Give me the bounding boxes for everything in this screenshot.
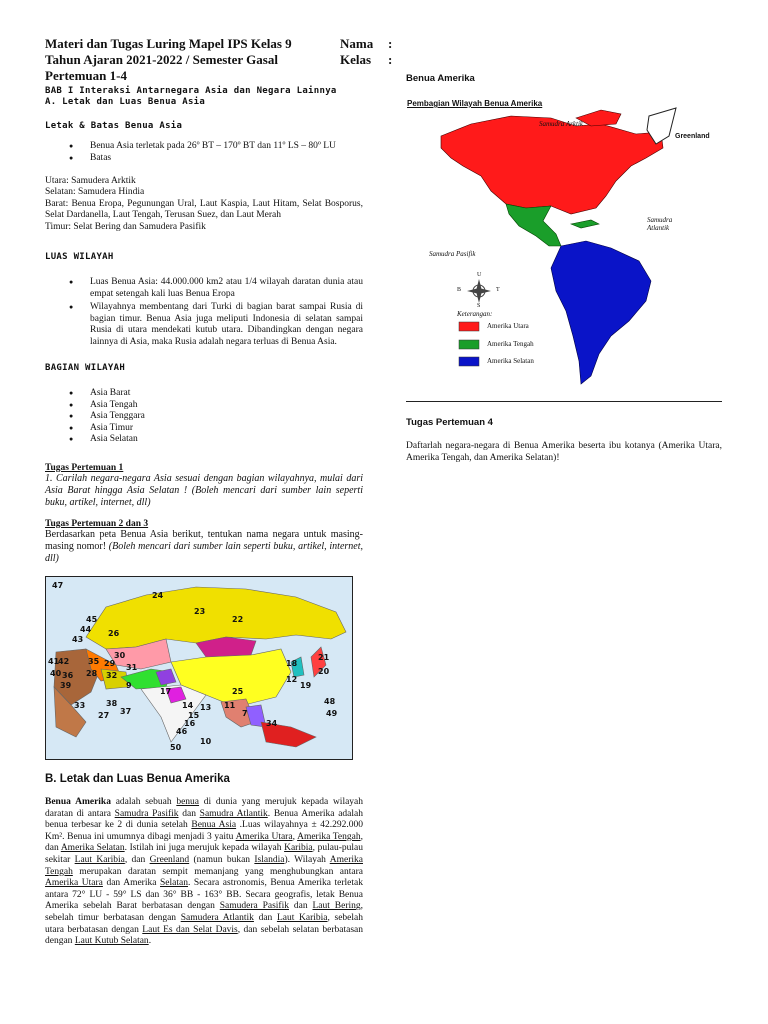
amerika-paragraph xyxy=(45,797,363,948)
bagian-item: ● Asia Barat xyxy=(45,388,345,400)
tugas-1-heading: Tugas Pertemuan 1 xyxy=(45,463,124,473)
asia-map-number: 28 xyxy=(86,669,98,678)
label-atlantik: Samudra Atlantik xyxy=(647,216,673,232)
paragraph-segment: merupakan daratan sempit memanjang yang menghubungkan antara xyxy=(72,866,363,877)
asia-map-number: 22 xyxy=(232,615,244,624)
bagian-item: ● Asia Selatan xyxy=(45,434,345,446)
asia-map-number: 27 xyxy=(98,711,110,720)
kelas-label: Kelas xyxy=(340,52,372,67)
asia-map-number: 12 xyxy=(286,675,298,684)
tugas-23-instruction: Berdasarkan peta Benua Asia berikut, tentukan nama negara untuk masing-masing nomor! xyxy=(45,529,363,552)
asia-map-number: 49 xyxy=(326,709,338,718)
asia-map-number: 40 xyxy=(50,669,62,678)
paragraph-segment: adalah sebuah xyxy=(110,797,177,807)
asia-map xyxy=(45,576,353,760)
asia-map-number: 38 xyxy=(106,699,118,708)
asia-map-number: 41 xyxy=(48,657,60,666)
letak-list xyxy=(45,141,365,164)
asia-map-number: 48 xyxy=(324,697,336,706)
asia-map-number: 13 xyxy=(200,703,212,712)
nama-colon: : xyxy=(388,36,393,51)
paragraph-segment: . xyxy=(148,936,152,947)
letak-heading: Letak & Batas Benua Asia xyxy=(45,121,183,131)
compass-t: T xyxy=(496,287,500,293)
paragraph-segment[interactable]: Karibia xyxy=(284,843,313,854)
paragraph-segment: , pulau-pulau sekitar xyxy=(45,843,363,865)
asia-map-number: 42 xyxy=(58,657,70,666)
paragraph-segment: .Luas wilayahnya ± 42.292.000 Km². Benua ini umumnya dibagi menjadi 3 yaitu xyxy=(45,820,363,842)
bagian-item: ● Asia Tenggara xyxy=(45,411,345,423)
paragraph-segment[interactable]: Samudra Atlantik xyxy=(199,808,268,819)
asia-map-numbers xyxy=(46,577,352,759)
asia-map-number: 19 xyxy=(300,681,312,690)
paragraph-segment[interactable]: Samudera Pasifik xyxy=(219,901,289,912)
luas-item: ● Luas Benua Asia: 44.000.000 km2 atau 1/4 wilayah daratan dunia atau empat setengah kali luas Benua Eropa xyxy=(45,277,363,300)
paragraph-segment: . Secara astronomis, Benua Amerika terletak antara 72° LU - 59° LS dan 36° BB - 163° BB. Secara geografis, letak Benua Amerika sebelah Barat berbatasan dengan xyxy=(45,878,363,912)
tugas-23-note: (Boleh mencari dari sumber lain seperti buku, artikel, internet, dll) xyxy=(45,541,363,564)
legend-amerika-tengah: Amerika Tengah xyxy=(487,340,534,348)
letak-item: ● Benua Asia terletak pada 26º BT – 170º BT dan 11º LS – 80º LU xyxy=(45,141,365,153)
paragraph-segment[interactable]: Amerika Selatan xyxy=(60,843,125,854)
asia-map-number: 21 xyxy=(318,653,330,662)
asia-map-number: 33 xyxy=(74,701,86,710)
batas-timur: Timur: Selat Bering dan Samudera Pasifik xyxy=(45,221,206,232)
title-line-3: Pertemuan 1-4 xyxy=(45,68,127,83)
asia-map-number: 44 xyxy=(80,625,92,634)
asia-map-number: 29 xyxy=(104,659,116,668)
paragraph-segment[interactable]: Laut Karibia xyxy=(276,912,328,923)
asia-map-number: 7 xyxy=(242,709,248,718)
compass-b: B xyxy=(457,287,462,293)
asia-map-number: 26 xyxy=(108,629,120,638)
paragraph-segment: . Istilah ini juga merujuk kepada wilayah xyxy=(124,843,285,854)
paragraph-segment[interactable]: Laut Es dan Selat Davis xyxy=(142,924,238,935)
title-line-2: Tahun Ajaran 2021-2022 / Semester Gasal xyxy=(45,52,278,67)
benua-amerika-label: Benua Amerika xyxy=(406,73,475,84)
compass-rose xyxy=(467,279,491,303)
america-map xyxy=(401,96,721,392)
paragraph-segment[interactable]: Amerika Tengah xyxy=(297,831,361,842)
batas-utara: Utara: Samudera Arktik xyxy=(45,176,136,186)
asia-map-number: 31 xyxy=(126,663,138,672)
paragraph-segment: , sebelah timur berbatasan dengan xyxy=(45,901,364,923)
legend-title: Keterangan: xyxy=(457,310,493,318)
asia-map-number: 30 xyxy=(114,651,126,660)
asia-map-number: 43 xyxy=(72,635,84,644)
asia-map-number: 17 xyxy=(160,687,172,696)
batas-block xyxy=(45,176,363,233)
compass-s: S xyxy=(477,303,481,309)
asia-map-number: 14 xyxy=(182,701,194,710)
tugas-1-text: 1. Carilah negara-negara Asia sesuai dengan bagian wilayahnya, mulai dari Asia Barat hingga Asia Selatan ! (Boleh mencari dari sumber lain seperti buku, artikel, internet, dll) xyxy=(45,473,363,508)
paragraph-segment: (namun bukan xyxy=(189,854,255,865)
america-map-drawing xyxy=(401,96,721,392)
asia-map-number: 24 xyxy=(152,591,164,600)
asia-map-number: 46 xyxy=(176,727,188,736)
luas-list xyxy=(45,277,363,349)
compass-u: U xyxy=(477,272,482,278)
paragraph-segment: di dunia yang merujuk kepada wilayah daratan di antara xyxy=(45,797,364,819)
label-greenland: Greenland xyxy=(675,133,710,140)
bab-heading: BAB I Interaksi Antarnegara Asia dan Negara Lainnya xyxy=(45,86,337,96)
asia-map-number: 34 xyxy=(266,719,278,728)
paragraph-segment[interactable]: Islandia xyxy=(254,854,285,865)
paragraph-segment: dan xyxy=(253,912,277,923)
asia-map-number: 20 xyxy=(318,667,330,676)
asia-map-number: 9 xyxy=(126,681,132,690)
title-line-1: Materi dan Tugas Luring Mapel IPS Kelas 9 xyxy=(45,36,292,51)
paragraph-segment: dan Amerika xyxy=(102,878,161,889)
batas-barat: Barat: Benua Eropa, Pegunungan Ural, Laut Kaspia, Laut Hitam, Selat Bosporus, Selat Dardanella, Laut Tengah, Terusan Suez, dan Laut Merah xyxy=(45,198,363,221)
asia-map-number: 50 xyxy=(170,743,182,752)
bagian-item: ● Asia Timur xyxy=(45,423,345,435)
tugas-4-text: Daftarlah negara-negara di Benua Amerika beserta ibu kotanya (Amerika Utara, Amerika Tengah, dan Amerika Selatan)! xyxy=(406,441,722,463)
paragraph-segment[interactable]: Amerika Utara xyxy=(45,878,103,889)
legend-amerika-utara: Amerika Utara xyxy=(487,322,529,330)
paragraph-segment[interactable]: Samudera Atlantik xyxy=(180,912,254,923)
asia-map-number: 16 xyxy=(184,719,196,728)
paragraph-segment[interactable]: benua xyxy=(176,797,200,807)
nama-label: Nama xyxy=(340,36,374,51)
kelas-colon: : xyxy=(388,52,393,67)
asia-map-number: 35 xyxy=(88,657,100,666)
paragraph-segment[interactable]: Samudra Pasifik xyxy=(114,808,179,819)
label-arktik: Samudra Arktik xyxy=(539,120,584,128)
paragraph-segment: , sebelah utara berbatasan dengan xyxy=(45,912,363,935)
paragraph-segment: , dan xyxy=(124,854,150,865)
paragraph-segment: . Benua Amerika adalah benua terbesar ke 2 di dunia setelah xyxy=(45,808,364,831)
luas-item: ● Wilayahnya membentang dari Turki di bagian barat sampai Rusia di bagian timur. Benua Asia juga meliputi Indonesia di selatan sampai Rusia di utara mendekati kutub utara. Dibandingkan dengan negara lainnya di Asia, maka Rusia adalah negara terluas di Benua Asia. xyxy=(45,302,363,348)
paragraph-segment: Benua Amerika xyxy=(45,797,111,807)
tugas-23-text xyxy=(45,529,363,565)
bagian-heading: BAGIAN WILAYAH xyxy=(45,363,126,373)
america-map-title: Pembagian Wilayah Benua Amerika xyxy=(407,99,543,108)
asia-map-number: 47 xyxy=(52,581,64,590)
legend-amerika-selatan: Amerika Selatan xyxy=(487,357,534,365)
asia-map-number: 32 xyxy=(106,671,118,680)
section-b-heading: B. Letak dan Luas Benua Amerika xyxy=(45,773,230,785)
paragraph-segment: dan xyxy=(289,901,313,912)
asia-map-number: 23 xyxy=(194,607,206,616)
asia-map-number: 10 xyxy=(200,737,212,746)
paragraph-segment[interactable]: Selatan xyxy=(160,878,188,889)
asia-map-number: 36 xyxy=(62,671,74,680)
tugas-4-heading: Tugas Pertemuan 4 xyxy=(406,417,493,428)
asia-map-number: 11 xyxy=(224,701,236,710)
paragraph-segment[interactable]: Amerika Tengah xyxy=(45,854,363,877)
paragraph-segment: , xyxy=(292,831,298,842)
asia-map-number: 39 xyxy=(60,681,72,690)
asia-map-number: 15 xyxy=(188,711,200,720)
paragraph-segment[interactable]: Laut Karibia xyxy=(74,854,125,865)
paragraph-segment: , dan sebelah selatan berbatasan dengan xyxy=(45,924,363,947)
bagian-list xyxy=(45,388,345,446)
paragraph-segment: , dan xyxy=(45,831,363,854)
asia-map-number: 37 xyxy=(120,707,132,716)
label-pasifik: Samudra Pasifik xyxy=(429,250,476,258)
asia-map-number: 18 xyxy=(286,659,298,668)
luas-heading: LUAS WILAYAH xyxy=(45,252,114,262)
paragraph-segment[interactable]: Benua Asia xyxy=(191,820,237,831)
paragraph-segment: ). Wilayah xyxy=(284,854,330,865)
paragraph-segment[interactable]: Laut Kutub Selatan xyxy=(74,936,149,947)
batas-selatan: Selatan: Samudera Hindia xyxy=(45,187,145,198)
paragraph-segment[interactable]: Laut Bering xyxy=(312,901,361,912)
section-a-heading: A. Letak dan Luas Benua Asia xyxy=(45,97,206,107)
right-divider xyxy=(406,401,722,402)
paragraph-segment: dan xyxy=(178,808,200,819)
bagian-item: ● Asia Tengah xyxy=(45,400,345,412)
asia-map-number: 45 xyxy=(86,615,98,624)
paragraph-segment[interactable]: Greenland xyxy=(149,854,190,865)
paragraph-segment[interactable]: Amerika Utara xyxy=(235,831,293,842)
tugas-23-heading: Tugas Pertemuan 2 dan 3 xyxy=(45,519,149,529)
asia-map-number: 25 xyxy=(232,687,244,696)
letak-item: ● Batas xyxy=(45,153,365,165)
